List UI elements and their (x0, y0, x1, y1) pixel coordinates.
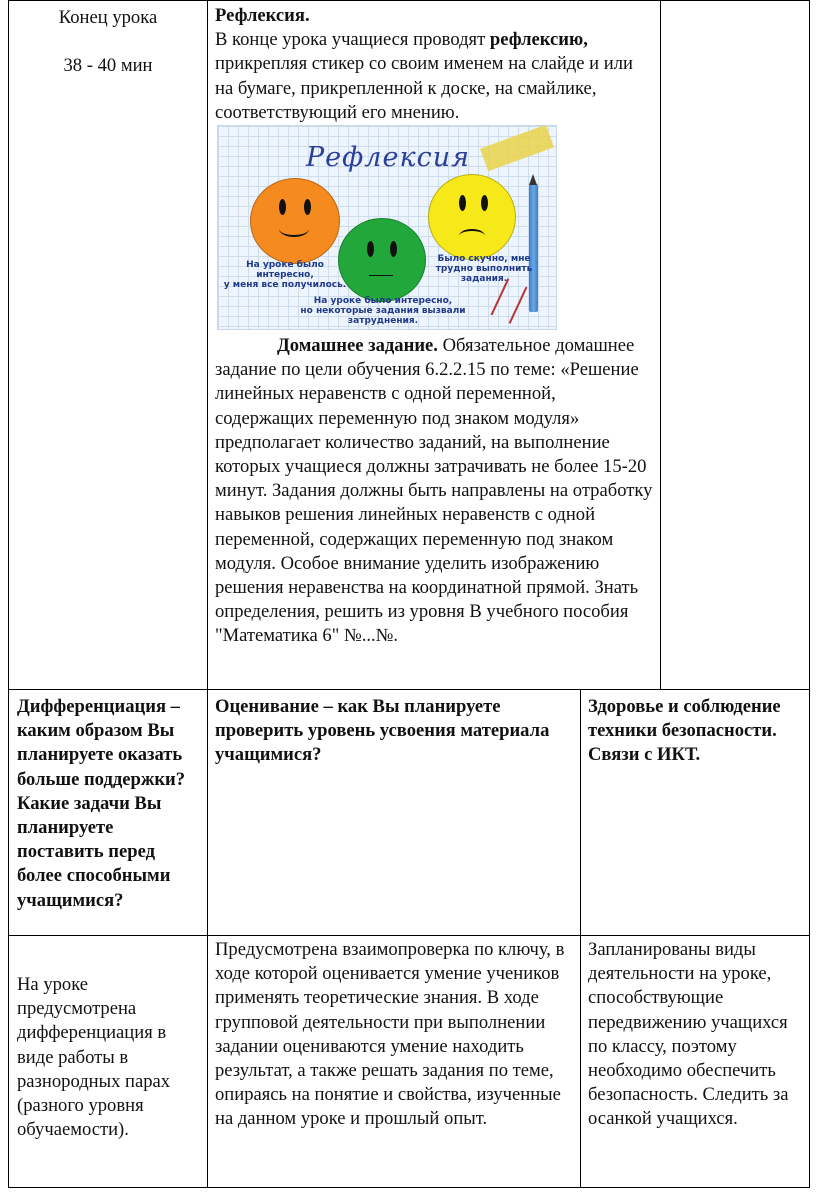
row1-divider-a (207, 0, 208, 690)
row2-divider-a (207, 690, 208, 1188)
orange-smiley (250, 178, 340, 264)
row1-divider-b (660, 0, 661, 690)
assessment-header: Оценивание – как Вы планируете проверить уровень усвоения материала учащимися? (215, 696, 550, 766)
reflection-image (217, 125, 557, 330)
yellow-smiley (428, 174, 516, 260)
lesson-activity-cell (215, 4, 655, 125)
green-smiley-mouth (369, 275, 393, 276)
health-body: Запланированы виды деятельности на уроке, способствующие передвижению учащихся по классу, поэтому необходимо обеспечить безопасность. Следить за осанкой учащихся. (588, 939, 789, 1130)
yellow-smiley-right-eye (481, 195, 488, 211)
homework-text: Домашнее задание. Обязательное домашнее задание по цели обучения 6.2.2.15 по теме: «Решение линейных неравенств с одной переменной, содержащих переменную под знаком модуля» предполагает количество заданий, на выполнение которых учащиеся должны затрачивать не более 15-20 минут. Задания должны быть направлены на отработку навыков решения линейных неравенств с одной переменной, содержащих переменную под знаком модуля. Особое внимание уделить изображению решения неравенства на координатной прямой. Знать определения, решить из уровня В учебного пособия "Математика 6" №...№. (215, 335, 653, 647)
pencil-icon (529, 184, 538, 312)
pencil-tip-icon (529, 174, 537, 185)
yellow-smiley-mouth (459, 229, 485, 243)
green-smiley-left-eye (367, 241, 374, 257)
ruler-icon (480, 125, 554, 171)
health-header: Здоровье и соблюдение техники безопасности. Связи с ИКТ. (588, 696, 781, 766)
reflection-title: Рефлексия. (215, 5, 310, 26)
orange-smiley-right-eye (304, 199, 311, 215)
green-smiley (338, 218, 426, 302)
table-border-top (8, 0, 810, 1)
homework-block (215, 334, 655, 649)
assessment-body: Предусмотрена взаимопроверка по ключу, в ходе которой оценивается умение учеников применять теоретические знания. В ходе групповой деятельности при выполнении задании оцениваются умение находить результат, а также решать задания по теме, опираясь на понятие и свойства, изученные на данном уроке и прошлый опыт. (215, 939, 565, 1130)
orange-smiley-caption: На уроке было интересно, у меня все получилось. (223, 260, 347, 290)
differentiation-header: Дифференциация – каким образом Вы планируете оказать больше поддержки? Какие задачи Вы планируете поставить перед более способными учащимися? (17, 696, 186, 911)
row2-divider-b (580, 690, 581, 1188)
table-border-bottom (8, 1187, 810, 1188)
lesson-stage-cell (12, 6, 204, 78)
row-divider-1 (8, 689, 810, 690)
table-border-right (809, 0, 810, 1188)
orange-smiley-mouth (279, 221, 309, 237)
green-smiley-caption: На уроке было интересно, но некоторые задания вызвали затруднения. (300, 296, 466, 326)
yellow-smiley-left-eye (459, 195, 466, 211)
stage-time: 38 - 40 мин (63, 55, 153, 77)
yellow-smiley-caption: Было скучно, мне трудно выполнить задания. (435, 254, 533, 284)
table-border-left (8, 0, 9, 1188)
stage-label: Конец урока (58, 7, 158, 28)
row-divider-2 (8, 935, 810, 936)
homework-title: Домашнее задание. (277, 335, 438, 356)
orange-smiley-left-eye (279, 199, 286, 215)
green-smiley-right-eye (390, 241, 397, 257)
reflection-text: В конце урока учащиеся проводят рефлексию, прикрепляя стикер со своим именем на слайде и или на бумаге, прикрепленной к доске, на смайлике, соответствующий его мнению. (215, 29, 633, 123)
reflection-image-title: Рефлексия (306, 142, 470, 173)
compass-icon (491, 278, 528, 324)
differentiation-body: На уроке предусмотрена дифференциация в виде работы в разнородных парах (разного уровня обучаемости). (17, 974, 171, 1141)
